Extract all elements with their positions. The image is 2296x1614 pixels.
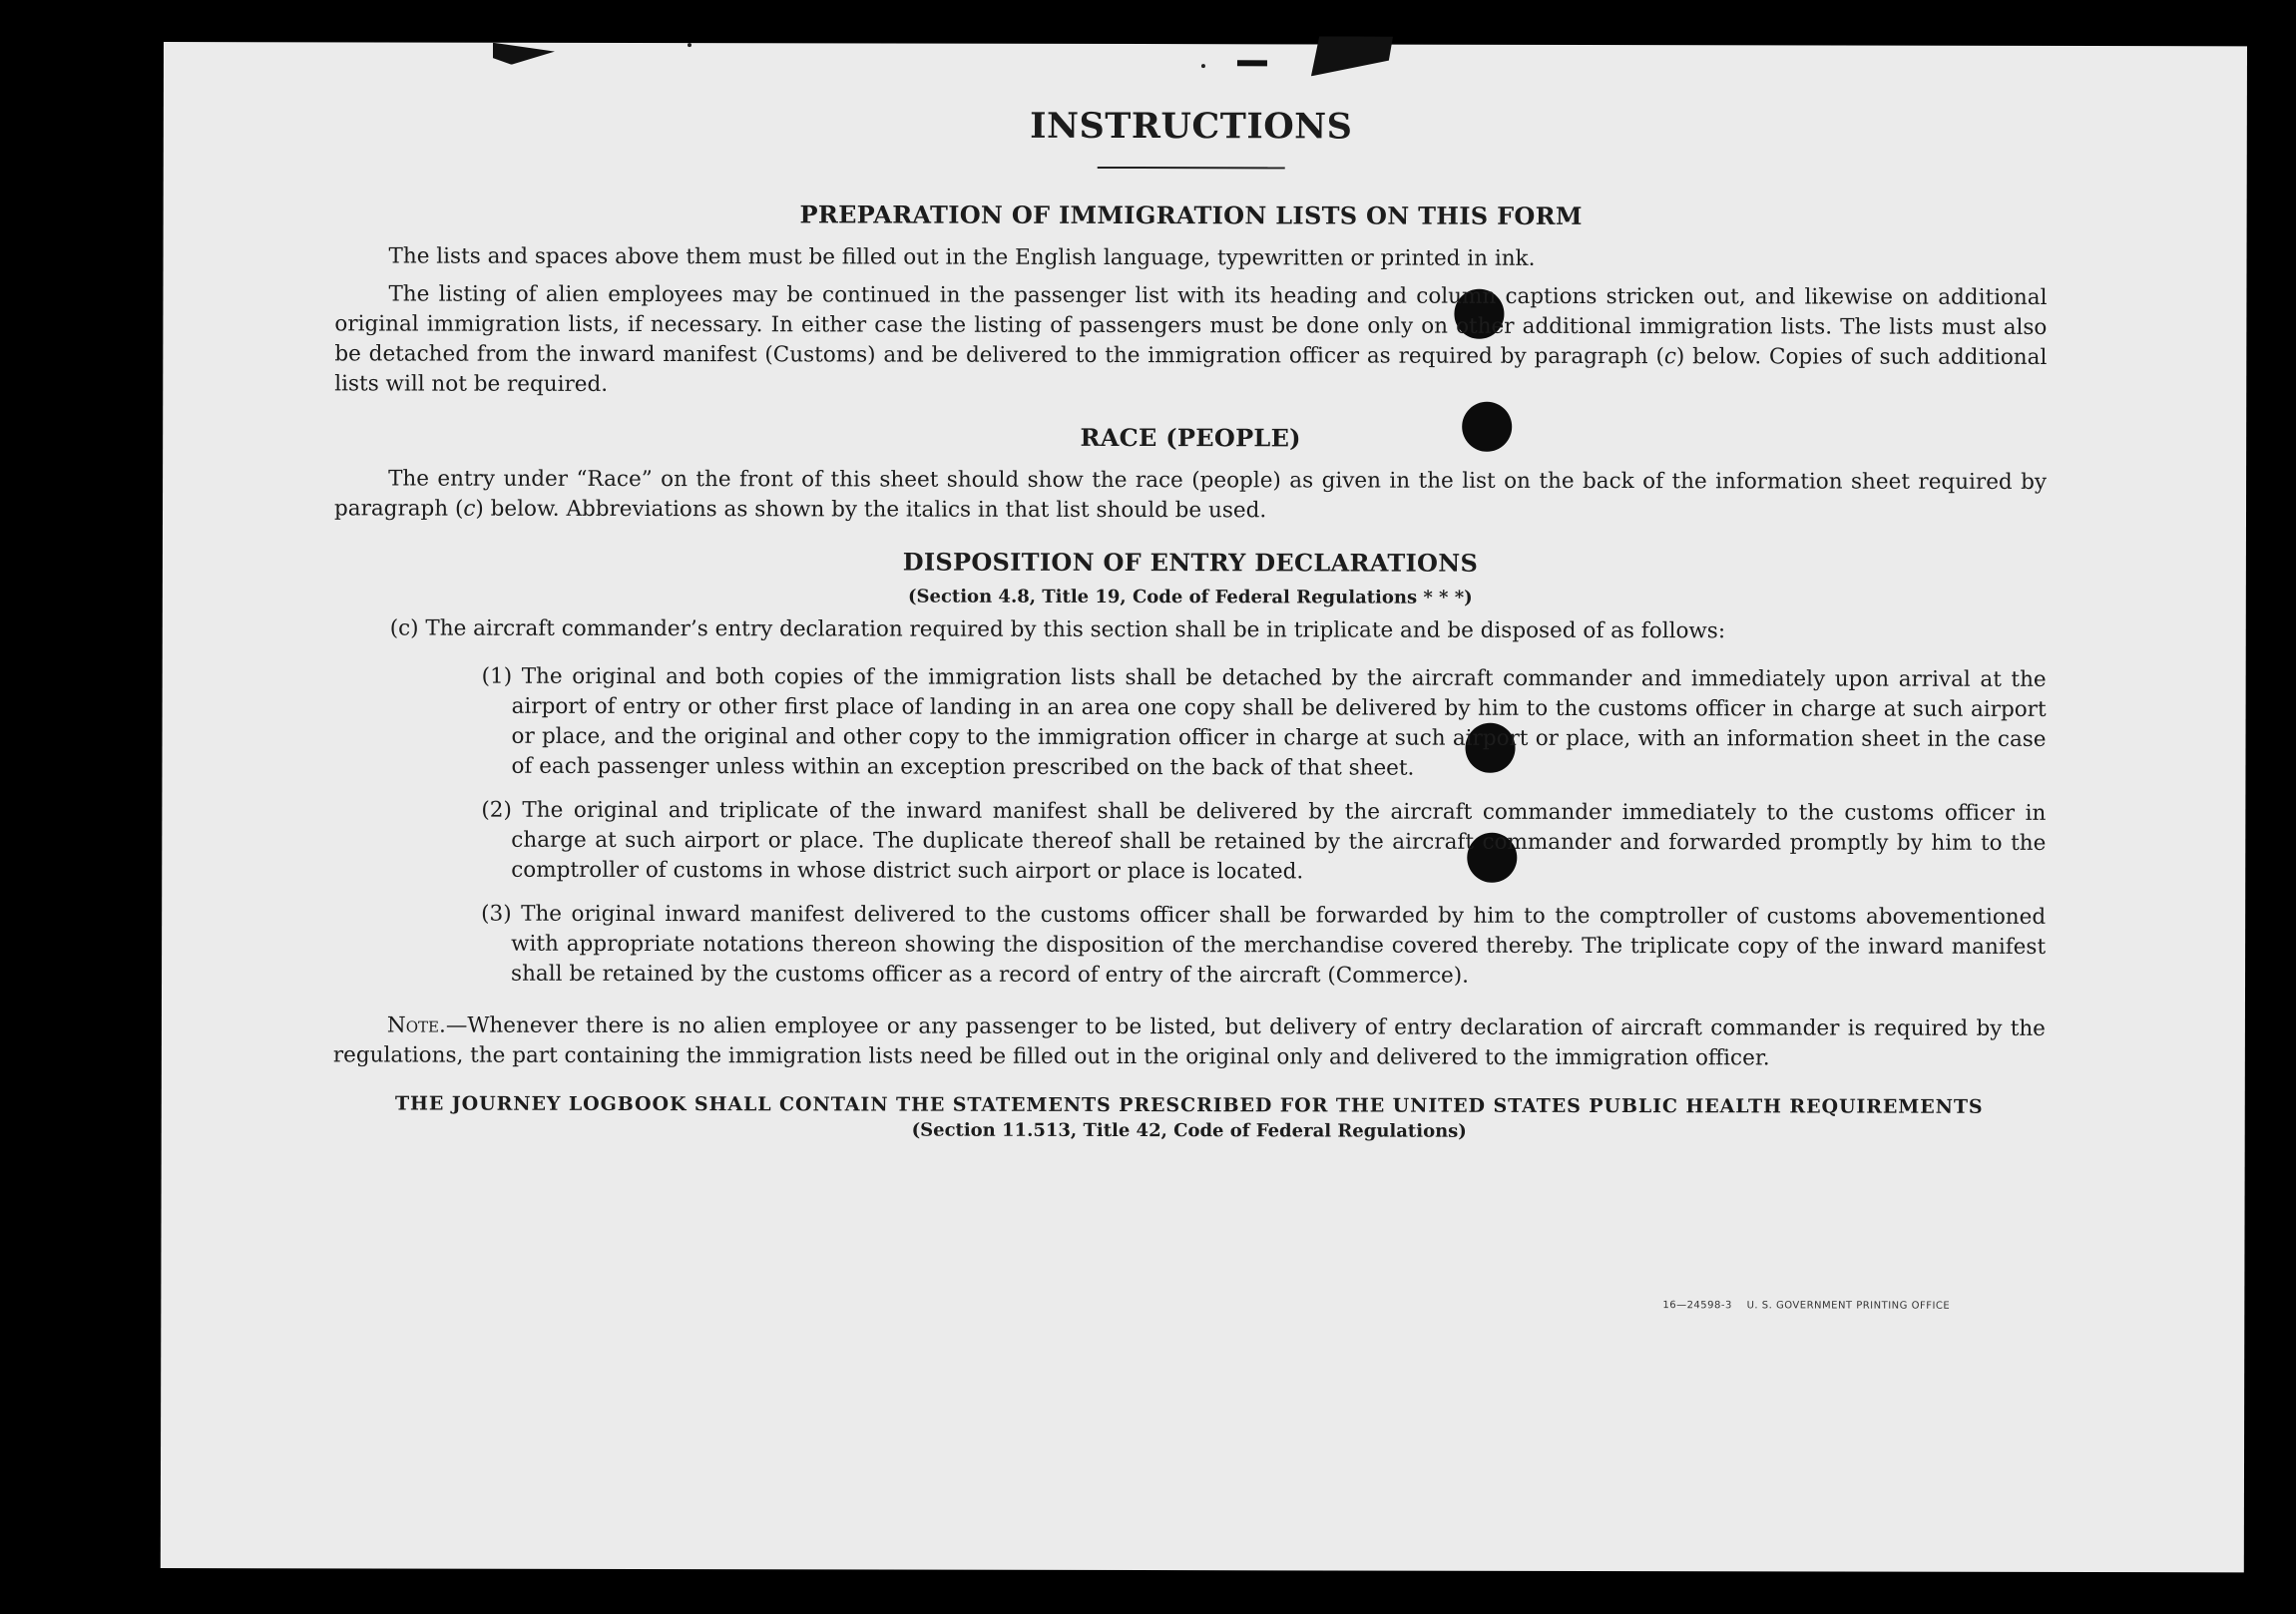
logbook-requirement: THE JOURNEY LOGBOOK SHALL CONTAIN THE STATEMENTS PRESCRIBED FOR THE UNITED STATES PUBLIC HEALTH REQUIREMENTS	[394, 1092, 1984, 1118]
scan-tear-mark-right	[1311, 36, 1393, 76]
title-underline	[1098, 167, 1285, 169]
logbook-citation: (Section 11.513, Title 42, Code of Federal Regulations)	[911, 1119, 1467, 1142]
list-item: (2) The original and triplicate of the inward manifest shall be delivered by the aircraft commander immediately to the customs officer in charge at such airport or place. The duplicate thereof shall be retained by the aircraft commander and forwarded promptly by him to the comptroller of customs in whose district such airport or place is located.	[481, 797, 2047, 885]
section-heading-disposition: DISPOSITION OF ENTRY DECLARATIONS	[902, 547, 1479, 578]
scan-mark-small	[1237, 60, 1267, 66]
document-page	[161, 42, 2247, 1572]
list-item: (1) The original and both copies of the immigration lists shall be detached by the aircraft commander and immediately upon arrival at the airport of entry or other first place of landing in an area one copy shall be delivered by him to the customs officer in charge at such airport or place, and the original and other copy to the immigration officer in charge at such airport or place, with an information sheet in the case of each passenger unless within an exception prescribed on the back of that sheet.	[481, 663, 2047, 781]
preparation-paragraph-1: The lists and spaces above them must be filled out in the English language, typewritten or printed in ink.	[388, 243, 1536, 271]
note-label: Note.	[386, 1012, 446, 1038]
preparation-paragraph-2: The listing of alien employees may be continued in the passenger list with its heading and column captions stricken out, and likewise on additional original immigration lists, if necessary. In either case the listing of passengers must be done only on other additional immigration lists. The lists must also be detached from the inward manifest (Customs) and be delivered to the immigration officer as required by paragraph (c) below. Copies of such additional lists will not be required.	[334, 281, 2048, 397]
instructions-content	[333, 104, 2048, 1143]
race-paragraph: The entry under “Race” on the front of this sheet should show the race (people) as given in the list on the back of the information sheet required by paragraph (c) below. Abbreviations as shown by the italics in that list should be used.	[333, 466, 2048, 524]
list-item: (3) The original inward manifest delivered to the customs officer shall be forwarded by him to the comptroller of customs abovementioned with appropriate notations thereon showing the disposition of the merchandise covered thereby. The triplicate copy of the inward manifest shall be retained by the customs officer as a record of entry of the aircraft (Commerce).	[481, 901, 2047, 989]
section-heading-preparation: PREPARATION OF IMMIGRATION LISTS ON THIS FORM	[799, 200, 1583, 230]
scan-tear-mark-left	[493, 43, 555, 65]
paragraph-c-label: (c)	[389, 615, 419, 641]
disposition-citation: (Section 4.8, Title 19, Code of Federal Regulations * * *)	[907, 586, 1473, 608]
scan-speck	[688, 43, 691, 47]
print-code: 16—24598-3	[1662, 1300, 1732, 1312]
paragraph-c: (c) The aircraft commander’s entry declaration required by this section shall be in triplicate and be disposed of as follows:	[389, 615, 1726, 644]
page-title: INSTRUCTIONS	[1030, 105, 1353, 148]
scan-speck	[1201, 64, 1205, 68]
note-paragraph: Note.—Whenever there is no alien employee or any passenger to be listed, but delivery of entry declaration of aircraft commander is required by the regulations, the part containing the immigration lists need be filled out in the original only and delivered to the immigration officer.	[332, 1012, 2046, 1071]
printer-name: U. S. GOVERNMENT PRINTING OFFICE	[1746, 1300, 1951, 1312]
printer-imprint	[1662, 1300, 1950, 1312]
section-heading-race: RACE (PEOPLE)	[1080, 422, 1301, 453]
